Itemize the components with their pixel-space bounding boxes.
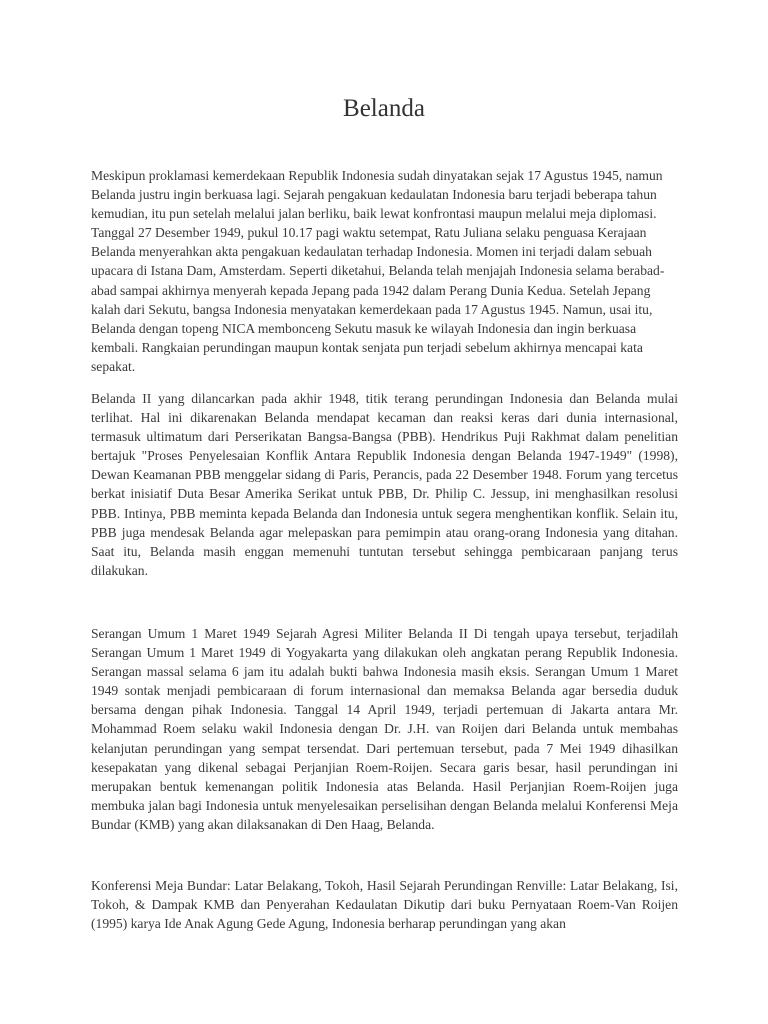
paragraph-1: Meskipun proklamasi kemerdekaan Republik Indonesia sudah dinyatakan sejak 17 Agustus 1945, namun Belanda justru ingin berkuasa lagi. Sejarah pengakuan kedaulatan Indonesia baru terjadi beberapa tahun kemudian, itu pun setelah melalui jalan berliku, baik lewat konfrontasi maupun melalui meja diplomasi. Tanggal 27 Desember 1949, pukul 10.17 pagi waktu setempat, Ratu Juliana selaku penguasa Kerajaan Belanda menyerahkan akta pengakuan kedaulatan terhadap Indonesia. Momen ini terjadi dalam sebuah upacara di Istana Dam, Amsterdam. Seperti diketahui, Belanda telah menjajah Indonesia selama berabad-abad sampai akhirnya menyerah kepada Jepang pada 1942 dalam Perang Dunia Kedua. Setelah Jepang kalah dari Sekutu, bangsa Indonesia menyatakan kemerdekaan pada 17 Agustus 1945. Namun, usai itu, Belanda dengan topeng NICA membonceng Sekutu masuk ke wilayah Indonesia dan ingin berkuasa kembali. Rangkaian perundingan maupun kontak senjata pun terjadi sebelum akhirnya mencapai kata sepakat. <box>91 168 665 374</box>
paragraph-3: Serangan Umum 1 Maret 1949 Sejarah Agresi Militer Belanda II Di tengah upaya tersebut, terjadilah Serangan Umum 1 Maret 1949 di Yogyakarta yang dilakukan oleh angkatan perang Republik Indonesia. Serangan massal selama 6 jam itu adalah bukti bahwa Indonesia masih eksis. Serangan Umum 1 Maret 1949 sontak menjadi pembicaraan di forum internasional dan memaksa Belanda agar bersedia duduk bersama dengan pihak Indonesia. Tanggal 14 April 1949, terjadi pertemuan di Jakarta antara Mr. Mohammad Roem selaku wakil Indonesia dengan Dr. J.H. van Roijen dari Belanda untuk membahas kelanjutan perundingan yang sempat tersendat. Dari pertemuan tersebut, pada 7 Mei 1949 dihasilkan kesepakatan yang dikenal sebagai Perjanjian Roem-Roijen. Secara garis besar, hasil perundingan ini merupakan bentuk kemenangan politik Indonesia atas Belanda. Hasil Perjanjian Roem-Roijen juga membuka jalan bagi Indonesia untuk menyelesaikan perselisihan dengan Belanda melalui Konferensi Meja Bundar (KMB) yang akan dilaksanakan di Den Haag, Belanda. <box>91 626 678 832</box>
page-title: Belanda <box>343 95 425 122</box>
paragraph-4: Konferensi Meja Bundar: Latar Belakang, Tokoh, Hasil Sejarah Perundingan Renville: Latar Belakang, Isi, Tokoh, & Dampak KMB dan Penyerahan Kedaulatan Dikutip dari buku Pernyataan Roem-Van Roijen (1995) karya Ide Anak Agung Gede Agung, Indonesia berharap perundingan yang akan <box>91 878 678 932</box>
paragraph-2: Belanda II yang dilancarkan pada akhir 1948, titik terang perundingan Indonesia dan Belanda mulai terlihat. Hal ini dikarenakan Belanda mendapat kecaman dan reaksi keras dari dunia internasional, termasuk ultimatum dari Perserikatan Bangsa-Bangsa (PBB). Hendrikus Puji Rakhmat dalam penelitian bertajuk "Proses Penyelesaian Konflik Antara Republik Indonesia dengan Belanda 1947-1949" (1998), Dewan Keamanan PBB menggelar sidang di Paris, Perancis, pada 22 Desember 1948. Forum yang tercetus berkat inisiatif Duta Besar Amerika Serikat untuk PBB, Dr. Philip C. Jessup, ini menghasilkan resolusi PBB. Intinya, PBB meminta kepada Belanda dan Indonesia untuk segera menghentikan konflik. Selain itu, PBB juga mendesak Belanda agar melepaskan para pemimpin atau orang-orang Indonesia yang ditahan. Saat itu, Belanda masih enggan memenuhi tuntutan tersebut sehingga pembicaraan panjang terus dilakukan. <box>91 391 678 578</box>
